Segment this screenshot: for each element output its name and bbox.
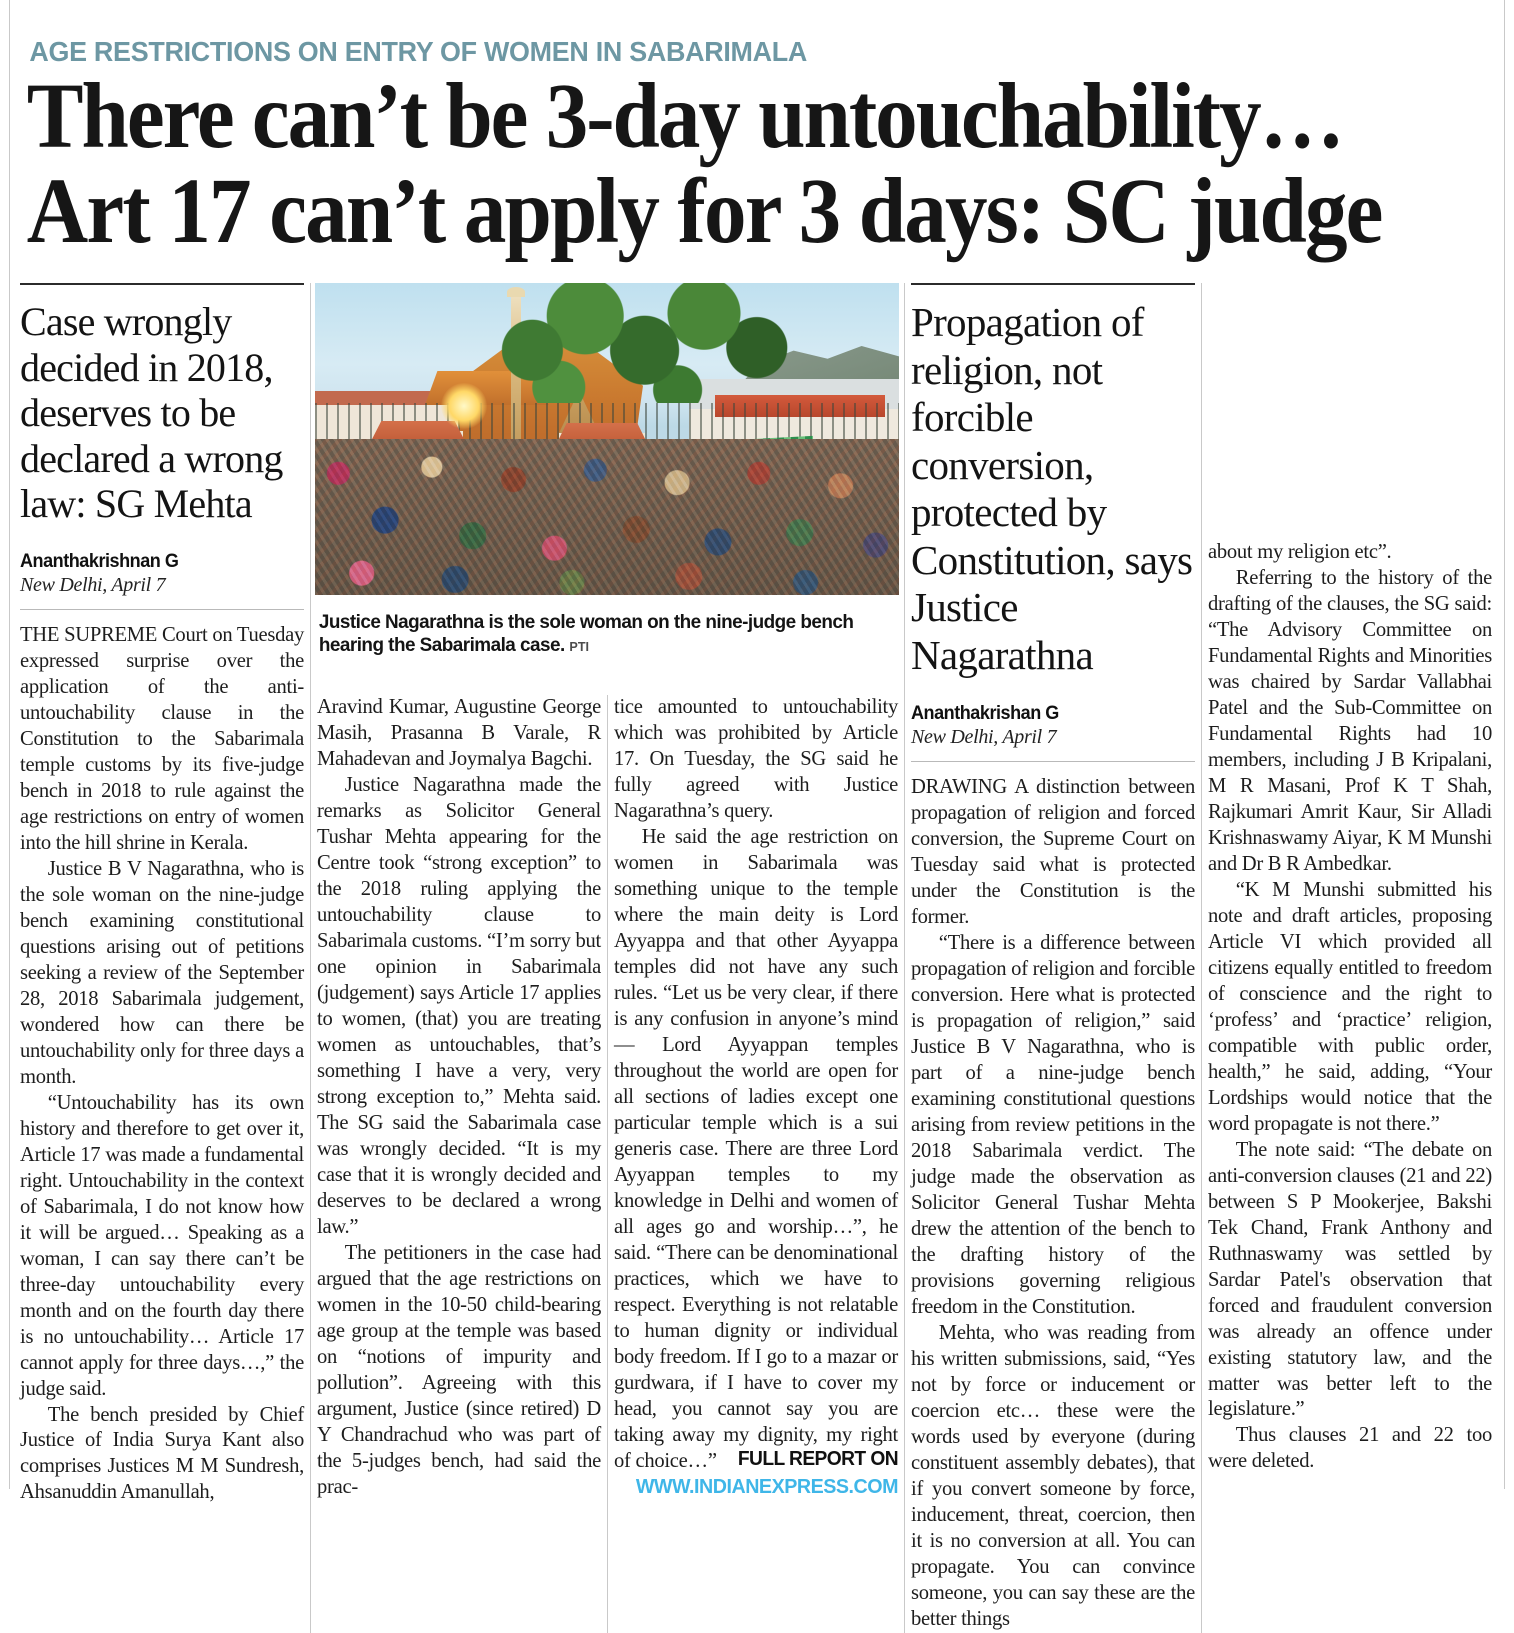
page-title (14, 65, 1382, 263)
paragraph: Justice B V Nagarathna, who is the sole woman on the nine-judge bench examining constitutional questions arising out of petitions seeking a review of the September 28, 2018 Sabarimala judgement, wondered how can there be untouchability only for three days a month. (20, 857, 304, 1088)
website-url[interactable]: WWW.INDIANEXPRESS.COM (635, 1474, 898, 1498)
column-3 (608, 283, 904, 1633)
paragraph: about my religion etc”. (1208, 541, 1392, 563)
photo-credit: PTI (569, 639, 590, 655)
column-4 (905, 283, 1201, 1633)
paragraph: Mehta, who was reading from his written submissions, said, “Yes not by force or inducement or coercion etc… these were the words used by everyone (during constituent assembly debates), that if you convert someone by force, inducement, threat, coercion, then it is no conversion at all. You can propagate. You can convince someone, you can say these are the better things (911, 1322, 1195, 1630)
right-story-column-5-body (1208, 540, 1492, 1475)
page-left-rule (9, 0, 10, 1489)
right-story-column-4-body (911, 775, 1195, 1632)
paragraph: The bench presided by Chief Justice of India Surya Kant also comprises Justices M M Sundresh, Ahsanuddin Amanullah, (20, 1403, 304, 1504)
photo-caption-text: Justice Nagarathna is the sole woman on the nine-judge bench hearing the Sabarimala case. (318, 611, 854, 657)
byline-author: Ananthakrishan G (911, 703, 1059, 725)
column-5-top-spacer (1208, 283, 1492, 285)
byline-dateline: New Delhi, April 7 (20, 573, 166, 596)
paragraph: Justice Nagarathna made the remarks as Solicitor General Tushar Mehta appearing for the Centre took “strong exception” to the 2018 ruling applying the untouchability clause to Sabarimala customs. “I’m sorry but one opinion in Sabarimala (judgement) says Article 17 applies to women, (that) you are treating women as untouchables, that’s something I have a very, very strong exception to,” Mehta said. The SG said the Sabarimala case was wrongly decided. “It is my case that it is wrongly decided and deserves to be declared a wrong law.” (317, 773, 601, 1238)
column-1 (14, 283, 310, 1633)
paragraph: Thus clauses 21 and 22 too were deleted. (1208, 1424, 1492, 1473)
column-4-top-rule (911, 283, 1195, 285)
page-right-rule (1504, 0, 1505, 1489)
paragraph: THE SUPREME Court on Tuesday expressed surprise over the application of the anti-untouchability clause in the Constitution to the Sabarimala temple customs by its five-judge bench in 2018 to rule against the age restrictions on entry of women into the hill shrine in Kerala. (20, 623, 304, 854)
left-story-column-3-body (614, 695, 898, 1475)
paragraph: “K M Munshi submitted his note and draft articles, proposing Article VI which provided all citizens equally entitled to freedom of conscience and the right to ‘profess’ and ‘practice’ religion, compatible with public order, health,” he said, adding, “Your Lordships would notice that the word propagate is not there.” (1208, 878, 1492, 1135)
column-5 (1202, 283, 1498, 1633)
byline-author: Ananthakrishnan G (20, 550, 179, 572)
right-story-subhead: Propagation of religion, not forcible conversion, protected by Constitution, says Justice Nagarathna (911, 299, 1193, 678)
byline-divider (20, 609, 304, 610)
headline-line-1: There can’t be 3-day untouchability… (26, 65, 1343, 168)
left-story-column-1-body (20, 623, 304, 1506)
paragraph: Referring to the history of the drafting of the clauses, the SG said: “The Advisory Committee on Fundamental Rights and Minorities was chaired by Sardar Vallabhai Patel and the Sub-Committee on Fundamental Rights had 10 members, including J B Kripalani, M R Masani, Prof K T Shah, Rajkumari Amrit Kaur, Sir Alladi Krishnaswamy Aiyar, K M Munshi and Dr B R Ambedkar. (1208, 566, 1492, 875)
left-story-byline (20, 551, 304, 597)
story-kicker: AGE RESTRICTIONS ON ENTRY OF WOMEN IN SABARIMALA (29, 36, 808, 67)
column-1-top-rule (20, 283, 304, 285)
right-story-byline (911, 703, 1195, 749)
paragraph: DRAWING A distinction between propagation of religion and forced conversion, the Supreme Court on Tuesday said what is protected under the Constitution is the former. (911, 776, 1195, 929)
left-story-subhead: Case wrongly decided in 2018, deserves to be declared a wrong law: SG Mehta (20, 299, 283, 527)
paragraph: “There is a difference between propagation of religion and forcible conversion. Here what is protected is propagation of religion,” said Justice B V Nagarathna, who is part of a nine-judge bench examining constitutional questions arising from review petitions in the 2018 Sabarimala verdict. The judge made the observation as Solicitor General Tushar Mehta drew the attention of the bench to the drafting history of the provisions governing religious freedom in the Constitution. (911, 932, 1195, 1319)
byline-divider (911, 761, 1195, 762)
paragraph: He said the age restriction on women in Sabarimala was something unique to the temple where the main deity is Lord Ayyappa and that other Ayyappa temples did not have any such rules. “Let us be very clear, if there is any confusion in anyone’s mind — Lord Ayyappan temples throughout the world are open for all sections of ladies except one particular temple which is a sui generis case. There are three Lord Ayyappan temples to my knowledge in Delhi and women of all ages go and worship…”, he said. “There can be denominational practices, which we have to respect. Everything is not relatable to human dignity or individual body freedom. If I go to a mazar or gurdwara, if I have to cover my head, you cannot say you are taking away my dignity, my right of choice…” (614, 825, 898, 1472)
byline-dateline: New Delhi, April 7 (911, 726, 1057, 749)
paragraph: Aravind Kumar, Augustine George Masih, Prasanna B Varale, R Mahadevan and Joymalya Bagchi. (317, 696, 601, 770)
paragraph: tice amounted to untouchability which was prohibited by Article 17. On Tuesday, the SG said he fully agreed with Justice Nagarathna’s query. (614, 696, 898, 822)
article-grid (14, 283, 1500, 1630)
full-report-label: FULL REPORT ON (737, 1447, 898, 1470)
photo-reserved-space-2 (614, 283, 898, 695)
paragraph: The petitioners in the case had argued that the age restrictions on women in the 10-50 child-bearing age group at the temple was based on “notions of impurity and pollution”. Agreeing with this argument, Justice (since retired) D Y Chandrachud who was part of the 5-judges bench, had said the prac- (317, 1241, 601, 1498)
paragraph: The note said: “The debate on anti-conversion clauses (21 and 22) between S P Mookerjee, Bakshi Tek Chand, Frank Anthony and Ruthnaswamy was settled by Sardar Patel's observation that forced and fraudulent conversion was already an offence under existing statutory law, and the matter was better left to the legislature.” (1208, 1138, 1492, 1421)
paragraph: “Untouchability has its own history and therefore to get over it, Article 17 was made a fundamental right. Untouchability in the context of Sabarimala, I do not know how it will be argued… Speaking as a woman, I can say there can’t be three-day untouchability every month and on the fourth day there is no untouchability… Article 17 cannot apply for three days…,” the judge said. (20, 1091, 304, 1400)
left-story-column-2-body (317, 695, 601, 1501)
photo-lamp-glow (441, 383, 487, 429)
column-5-offset (1208, 299, 1492, 540)
headline-line-2: Art 17 can’t apply for 3 days: SC judge (26, 159, 1382, 263)
